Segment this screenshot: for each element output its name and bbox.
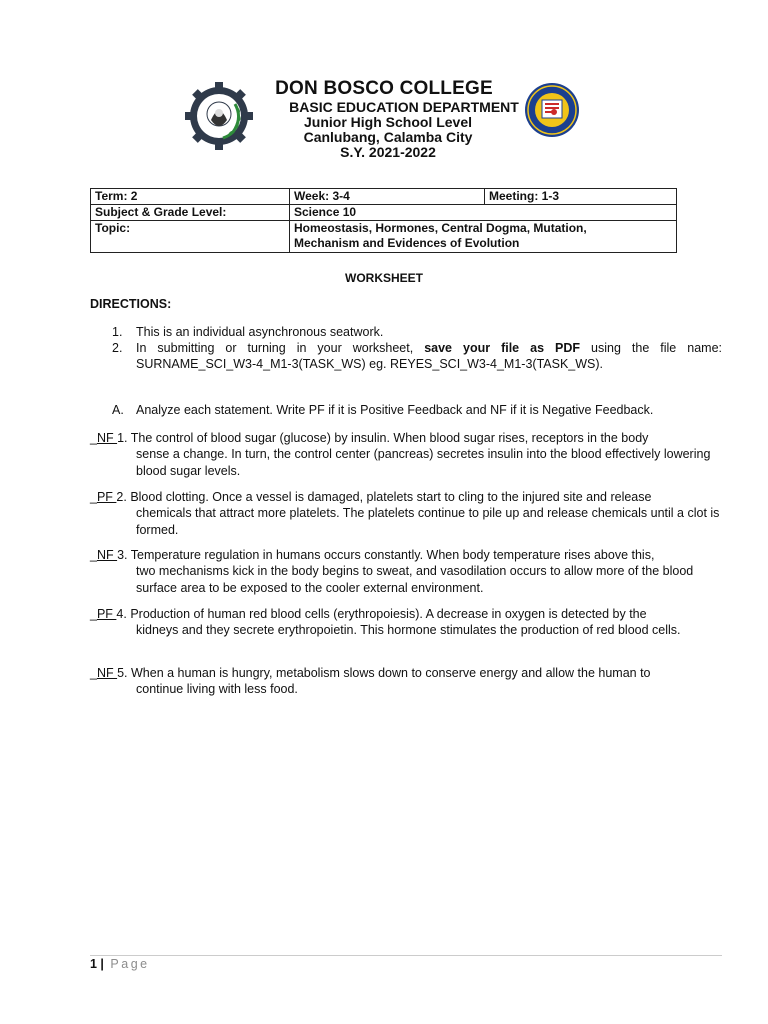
section-letter: A. xyxy=(112,403,124,417)
answer-blank: PF xyxy=(96,607,117,621)
direction-emphasis: save your file as PDF xyxy=(424,341,581,355)
page-number: 1 xyxy=(90,957,97,971)
topic-value-cell: Homeostasis, Hormones, Central Dogma, Mutation, Mechanism and Evidences of Evolution xyxy=(290,221,677,253)
section-instruction-text: Analyze each statement. Write PF if it is Positive Feedback and NF if it is Negative Feedback. xyxy=(136,403,654,417)
question-item: _NF 3. Temperature regulation in humans occurs constantly. When body temperature rises above this, two mechanisms kick in the body begins to sweat, and vasodilation occurs to allow more of the blood surface area to be exposed to the cooler external environment. xyxy=(90,548,694,595)
section-a-instruction xyxy=(112,403,732,417)
school-level: Junior High School Level xyxy=(303,114,473,130)
direction-number: 1. xyxy=(112,325,123,339)
directions-label: DIRECTIONS: xyxy=(90,297,172,311)
page-word: Page xyxy=(110,957,150,971)
topic-label-cell: Topic: xyxy=(91,221,290,253)
page-footer: 1 | Page xyxy=(90,957,150,971)
worksheet-title: WORKSHEET xyxy=(345,271,423,285)
question-item: _PF 2. Blood clotting. Once a vessel is damaged, platelets start to cling to the injured site and release chemicals that attract more platelets. The platelets continue to pile up and release chemicals until a clot is formed. xyxy=(90,490,720,537)
question-item: _PF 4. Production of human red blood cells (erythropoiesis). A decrease in oxygen is detected by the kidneys and they secrete erythropoietin. This hormone stimulates the production of red blood cells. xyxy=(90,607,681,638)
school-year: S.Y. 2021-2022 xyxy=(340,144,436,160)
subject-value-cell: Science 10 xyxy=(290,205,677,221)
answer-blank: NF xyxy=(96,666,118,680)
answer-blank: PF xyxy=(96,490,117,504)
direction-number: 2. xyxy=(112,341,123,355)
course-info-table xyxy=(90,188,677,253)
direction-text: In submitting or turning in your worksheet, save your file as PDF using the file name: SURNAME_SCI_W3-4_M1-3(TASK_WS) eg. REYES_SCI_W3-4_M1-3(TASK_WS). xyxy=(136,341,722,371)
answer-blank: NF xyxy=(96,431,118,445)
school-location: Canlubang, Calamba City xyxy=(303,129,473,145)
direction-item xyxy=(112,324,722,340)
department-name: BASIC EDUCATION DEPARTMENT xyxy=(289,99,519,115)
table-row xyxy=(91,189,677,205)
footer-divider xyxy=(90,955,722,956)
college-name: DON BOSCO COLLEGE xyxy=(275,78,493,99)
meeting-cell: Meeting: 1-3 xyxy=(485,189,677,205)
term-cell: Term: 2 xyxy=(91,189,290,205)
direction-text: This is an individual asynchronous seatwork. xyxy=(136,325,384,339)
answer-blank: NF xyxy=(96,548,118,562)
table-row xyxy=(91,221,677,253)
subject-label-cell: Subject & Grade Level: xyxy=(91,205,290,221)
table-row xyxy=(91,205,677,221)
week-cell: Week: 3-4 xyxy=(290,189,485,205)
question-item: _NF 1. The control of blood sugar (glucose) by insulin. When blood sugar rises, receptors in the body sense a change. In turn, the control center (pancreas) secretes insulin into the blood effectively lowering blood sugar levels. xyxy=(90,431,711,478)
direction-item xyxy=(112,340,722,372)
question-item: _NF 5. When a human is hungry, metabolism slows down to conserve energy and allow the human to continue living with less food. xyxy=(90,666,651,697)
